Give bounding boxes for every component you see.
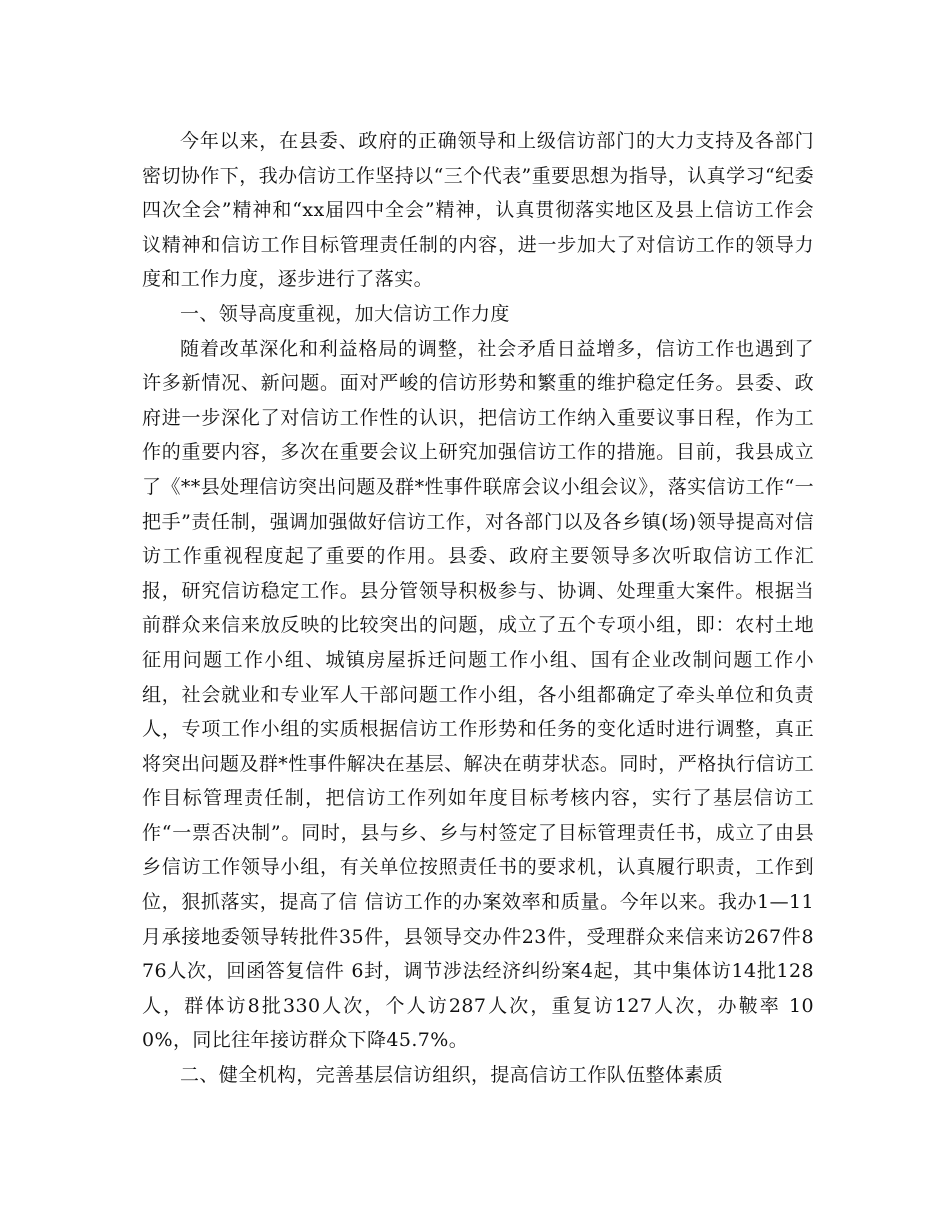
section-1-paragraph: 随着改革深化和利益格局的调整，社会矛盾日益增多，信访工作也遇到了许多新情况、新问题。面对严峻的信访形势和繁重的维护稳定任务。县委、政府进一步深化了对信访工作性的认识，把信访工作纳入重要议事日程，作为工作的重要内容，多次在重要会议上研究加强信访工作的措施。目前，我县成立了《**县处理信访突出问题及群*性事件联席会议小组会议》，落实信访工作“一把手”责任制，强调加强做好信访工作，对各部门以及各乡镇(场)领导提高对信访工作重视程度起了重要的作用。县委、政府主要领导多次听取信访工作汇报，研究信访稳定工作。县分管领导积极参与、协调、处理重大案件。根据当前群众来信来放反映的比较突出的问题，成立了五个专项小组，即：农村土地征用问题工作小组、城镇房屋拆迁问题工作小组、国有企业改制问题工作小组，社会就业和专业军人干部问题工作小组，各小组都确定了牵头单位和负责人，专项工作小组的实质根据信访工作形势和任务的变化适时进行调整，真正将突出问题及群*性事件解决在基层、解决在萌芽状态。同时，严格执行信访工作目标管理责任制，把信访工作列如年度目标考核内容，实行了基层信访工作“一票否决制”。同时，县与乡、乡与村签定了目标管理责任书，成立了由县乡信访工作领导小组，有关单位按照责任书的要求机，认真履行职责，工作到位，狠抓落实，提高了信 信访工作的办案效率和质量。今年以来。我办1—11月承接地委领导转批件35件，县领导交办件23件，受理群众来信来访267件876人次，回函答复信件 6封，调节涉法经济纠纷案4起，其中集体访14批128人，群体访8批330人次，个人访287人次，重复访127人次，办鞁率 100%，同比往年接访群众下降45.7%。	[142, 337, 814, 1052]
section-heading-1: 一、领导高度重视，加大信访工作力度	[180, 302, 510, 325]
intro-paragraph: 今年以来，在县委、政府的正确领导和上级信访部门的大力支持及各部门密切协作下，我办信访工作坚持以“三个代表”重要思想为指导，认真学习“纪委四次全会”精神和“xx届四中全会”精神，认真贯彻落实地区及县上信访工作会议精神和信访工作目标管理责任制的内容，进一步加大了对信访工作的领导力度和工作力度，逐步进行了落实。	[142, 130, 814, 291]
document-body	[142, 124, 814, 1093]
section-heading-2: 二、健全机构，完善基层信访组织，提高信访工作队伍整体素质	[180, 1064, 724, 1087]
